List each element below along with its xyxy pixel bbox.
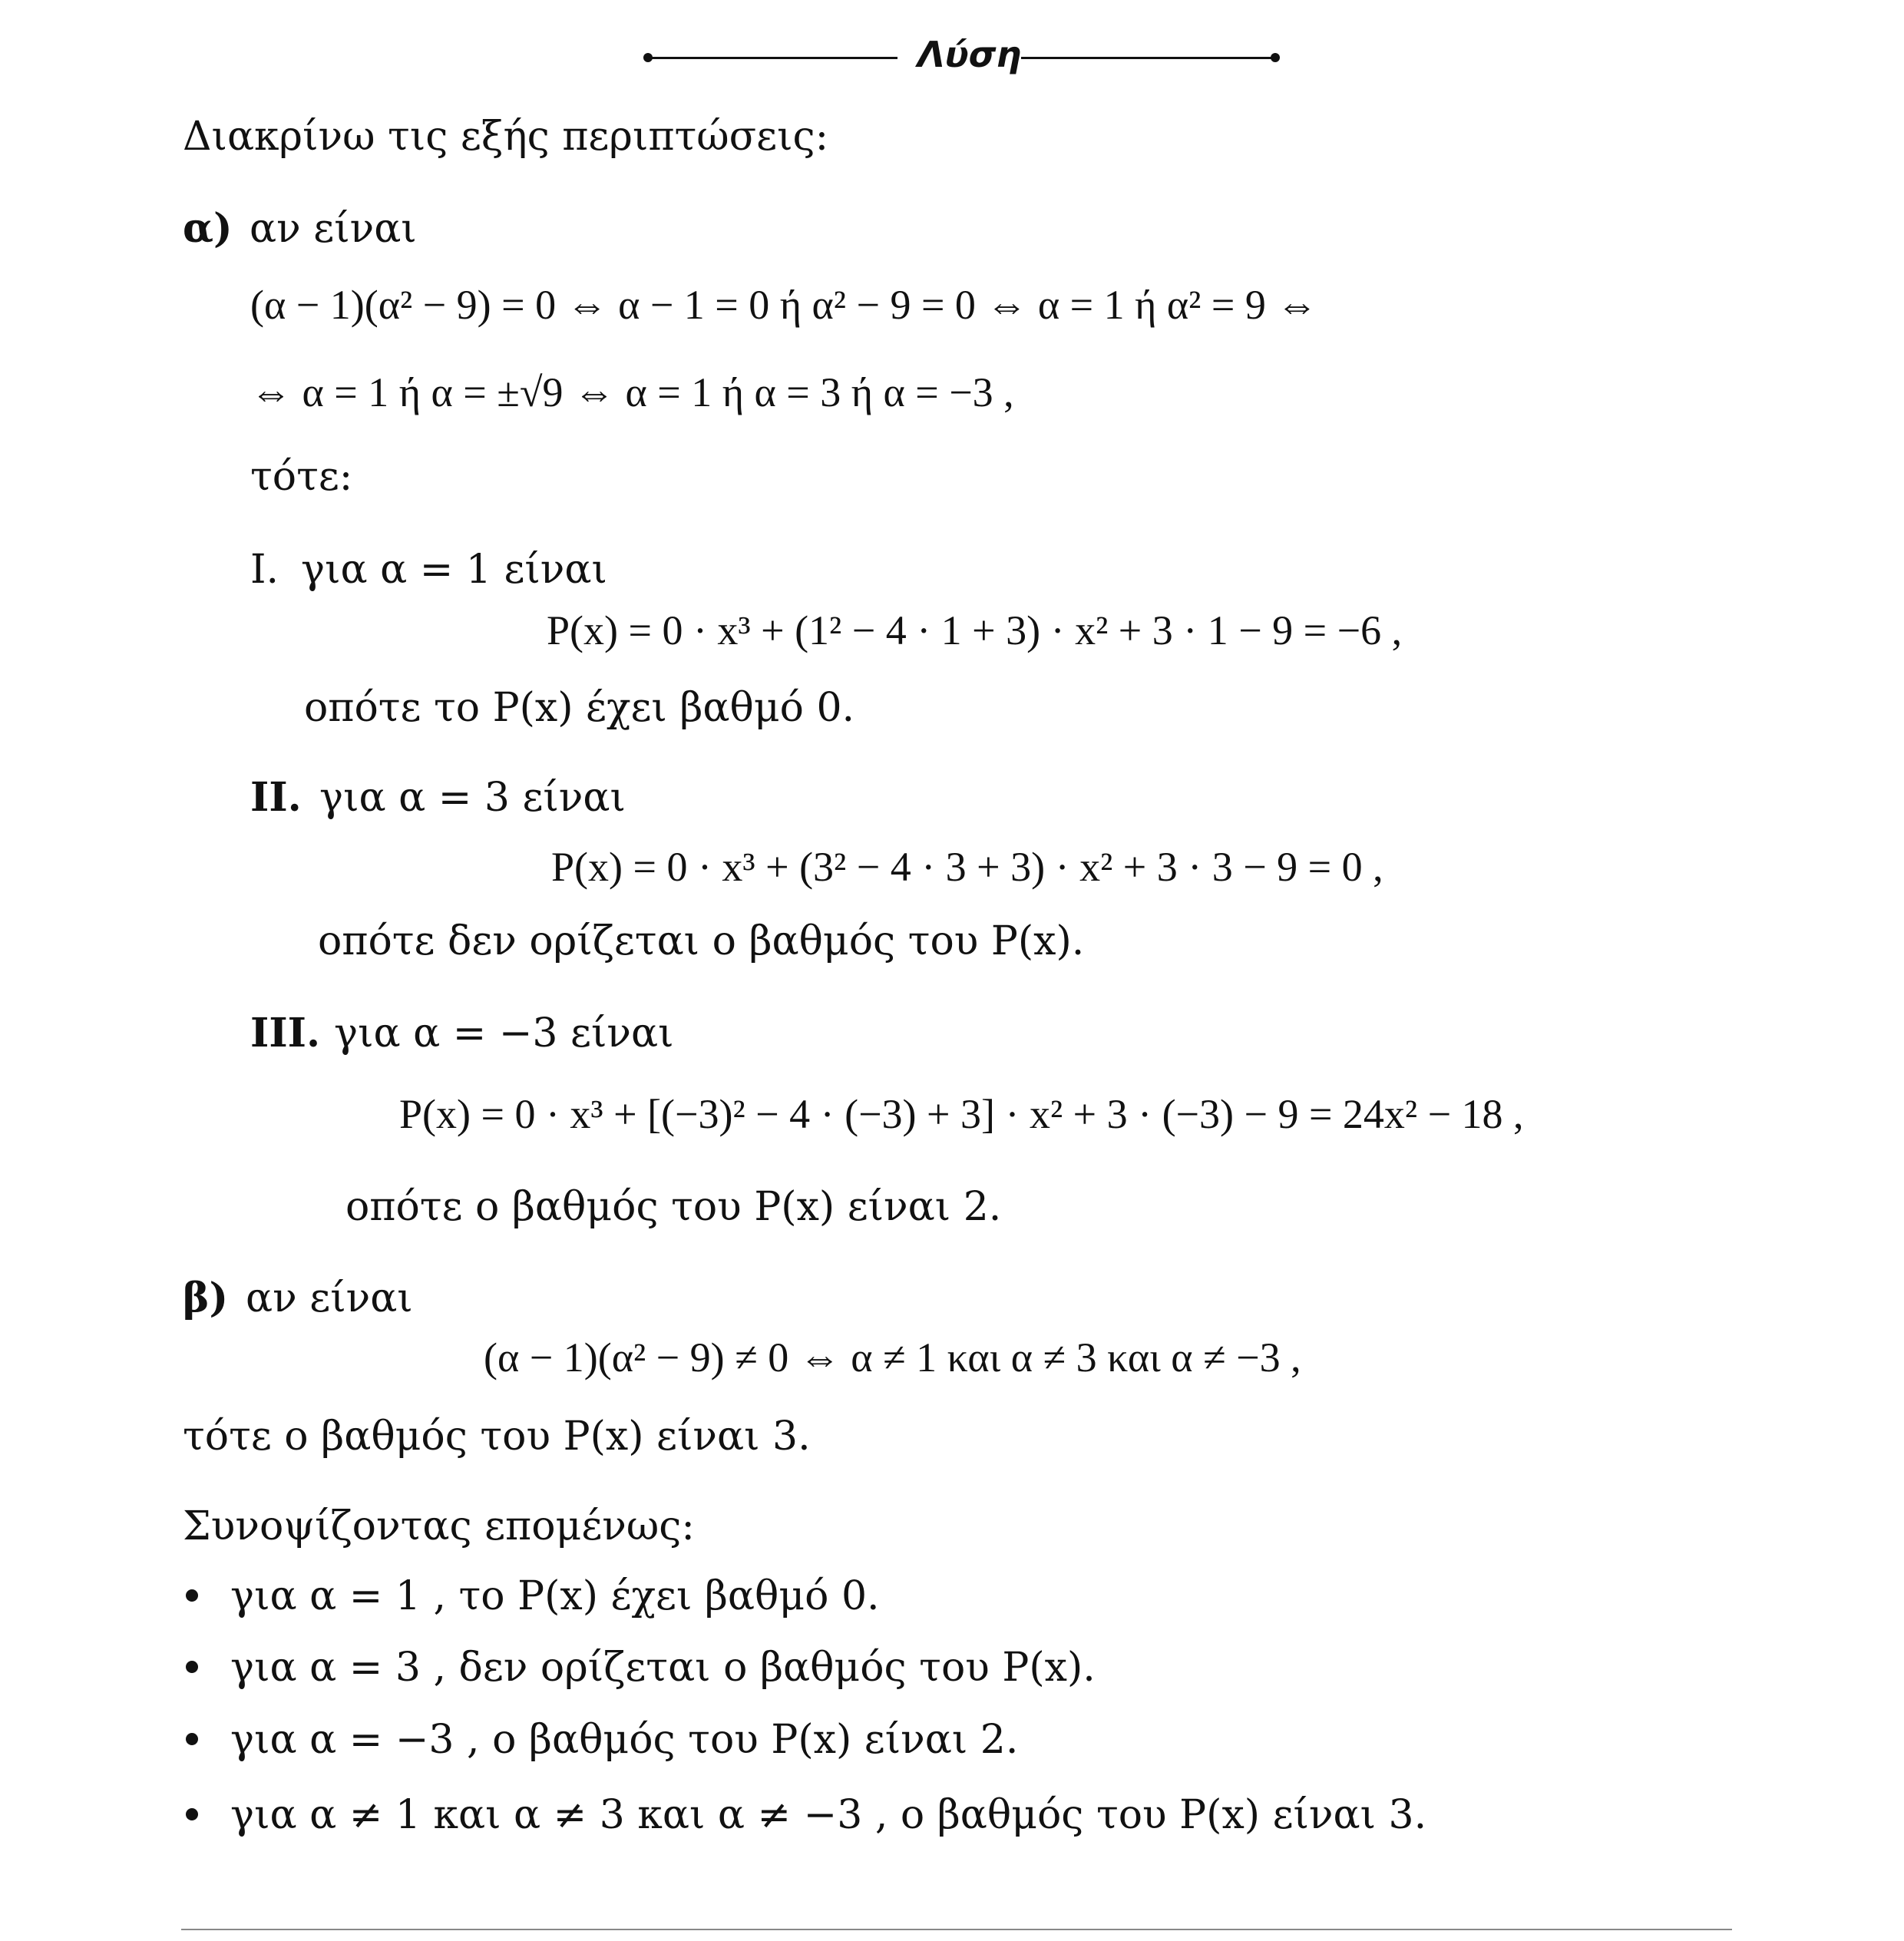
sub-3-formula: P(x) = 0 · x³ + [(−3)² − 4 · (−3) + 3] · x² + 3 · (−3) − 9 = 24x² − 18 , — [399, 1091, 1524, 1137]
sub-3-label: III. — [250, 1010, 321, 1056]
case-a-equation-1: (α − 1)(α² − 9) = 0 ⇔ α − 1 = 0 ή α² − 9 = 0 ⇔ α = 1 ή α² = 9 ⇔ — [250, 282, 1318, 328]
header-right-dot — [1271, 53, 1280, 62]
case-a-then: τότε: — [250, 454, 353, 500]
footer-rule — [181, 1929, 1732, 1930]
case-b-result: τότε ο βαθμός του P(x) είναι 3. — [183, 1414, 811, 1460]
case-a-label: α) — [183, 205, 233, 252]
summary-bullet-2 — [186, 1661, 198, 1673]
sub-3-condition: για α = −3 είναι — [334, 1010, 674, 1056]
summary-bullet-4 — [186, 1808, 198, 1820]
summary-item-2: για α = 3 , δεν ορίζεται ο βαθμός του P(x). — [230, 1645, 1096, 1691]
page-title: Λύση — [917, 34, 1022, 75]
sub-1-result: οπότε το P(x) έχει βαθμό 0. — [304, 685, 855, 731]
sub-2-label: II. — [250, 774, 302, 821]
summary-item-1: για α = 1 , το P(x) έχει βαθμό 0. — [230, 1573, 880, 1619]
sub-2-condition: για α = 3 είναι — [319, 775, 626, 821]
case-b-label: β) — [183, 1275, 229, 1321]
header-right-rule — [1021, 57, 1274, 59]
sub-1-formula: P(x) = 0 · x³ + (1² − 4 · 1 + 3) · x² + 3 · 1 − 9 = −6 , — [547, 607, 1403, 653]
summary-bullet-1 — [186, 1589, 198, 1602]
summary-bullet-3 — [186, 1733, 198, 1745]
sub-2-formula: P(x) = 0 · x³ + (3² − 4 · 3 + 3) · x² + 3 · 3 − 9 = 0 , — [551, 844, 1383, 890]
case-b-formula: (α − 1)(α² − 9) ≠ 0 ⇔ α ≠ 1 και α ≠ 3 και α ≠ −3 , — [484, 1334, 1301, 1381]
case-a-equation-2: ⇔ α = 1 ή α = ±√9 ⇔ α = 1 ή α = 3 ή α = −3 , — [250, 369, 1014, 415]
header-left-rule — [648, 57, 897, 59]
summary-item-3: για α = −3 , ο βαθμός του P(x) είναι 2. — [230, 1717, 1019, 1763]
sub-1-label: I. — [250, 547, 279, 593]
case-a-text: αν είναι — [250, 206, 417, 252]
sub-3-result: οπότε ο βαθμός του P(x) είναι 2. — [345, 1184, 1002, 1230]
summary-heading: Συνοψίζοντας επομένως: — [183, 1503, 695, 1549]
case-b-text: αν είναι — [246, 1275, 413, 1321]
summary-item-4: για α ≠ 1 και α ≠ 3 και α ≠ −3 , ο βαθμός του P(x) είναι 3. — [230, 1792, 1427, 1838]
intro-text: Διακρίνω τις εξής περιπτώσεις: — [183, 114, 829, 160]
sub-1-condition: για α = 1 είναι — [301, 547, 607, 593]
sub-2-result: οπότε δεν ορίζεται ο βαθμός του P(x). — [318, 918, 1085, 964]
